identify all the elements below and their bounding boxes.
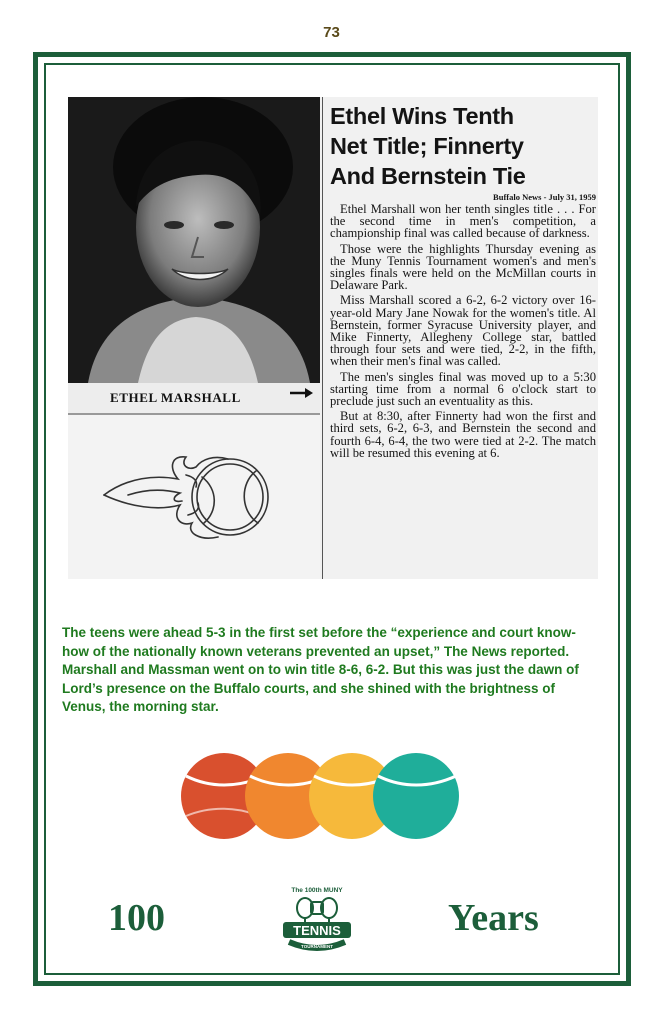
article-paragraph: Those were the highlights Thursday evening as the Muny Tennis Tournament women's and men's singles finals were held on the McMillan courts in Delaware Park. (330, 241, 596, 293)
tennis-tournament-logo (279, 884, 355, 956)
article-dateline: Buffalo News - July 31, 1959 (493, 192, 596, 202)
headline-line: Ethel Wins Tenth (330, 103, 514, 129)
newspaper-clipping (68, 97, 598, 579)
arrow-right-icon (290, 387, 314, 399)
article-paragraph: The men's singles final was moved up to a 5:30 starting time from a normal 6 o'clock start to preclude just such an eventuality as this. (330, 369, 596, 409)
headline-line: Net Title; Finnerty (330, 133, 524, 159)
page-number: 73 (323, 24, 340, 41)
article-column (330, 101, 596, 577)
tennis-balls-graphic (180, 748, 480, 848)
svg-text:TENNIS: TENNIS (293, 923, 341, 938)
flaming-tennis-ball-icon (68, 415, 320, 579)
article-body (330, 203, 596, 459)
portrait-photo (68, 97, 320, 383)
photo-caption: ETHEL MARSHALL (110, 390, 241, 405)
svg-text:TOURNAMENT: TOURNAMENT (301, 944, 333, 949)
article-paragraph: But at 8:30, after Finnerty had won the first and third sets, 6-2, 6-3, and Bernstein the second and fourth 6-4, 6-4, the two were tied at 2-2. The match will be resumed this evening at 6. (330, 409, 596, 460)
footer-100: 100 (108, 897, 165, 939)
decorative-area (68, 415, 320, 579)
article-headline (330, 101, 596, 191)
svg-text:The 100th MUNY: The 100th MUNY (291, 887, 343, 894)
article-paragraph: Ethel Marshall won her tenth singles title . . . For the second time in men's competition, a championship final was called because of darkness. (330, 202, 596, 241)
photo-caption-box (68, 383, 320, 413)
article-paragraph: Miss Marshall scored a 6-2, 6-2 victory over 16-year-old Mary Jane Nowak for the women's title. Al Bernstein, former Syracuse University player, and Mike Finnerty, Allegheny College star, battled through four sets and were tied, 2-2, in the fifth, when their men's final was called. (330, 293, 596, 369)
headline-line: And Bernstein Tie (330, 163, 526, 189)
narrative-paragraph: The teens were ahead 5-3 in the first set before the “experience and court know-how of the nationally known veterans prevented an upset,” The News reported. Marshall and Massman went on to win title 8-6, 6-2. But this was just the dawn of Lord’s presence on the Buffalo courts, and she shined with the brightness of Venus, the morning star. (62, 625, 579, 714)
column-rule (322, 97, 323, 579)
footer-years: Years (448, 897, 539, 939)
